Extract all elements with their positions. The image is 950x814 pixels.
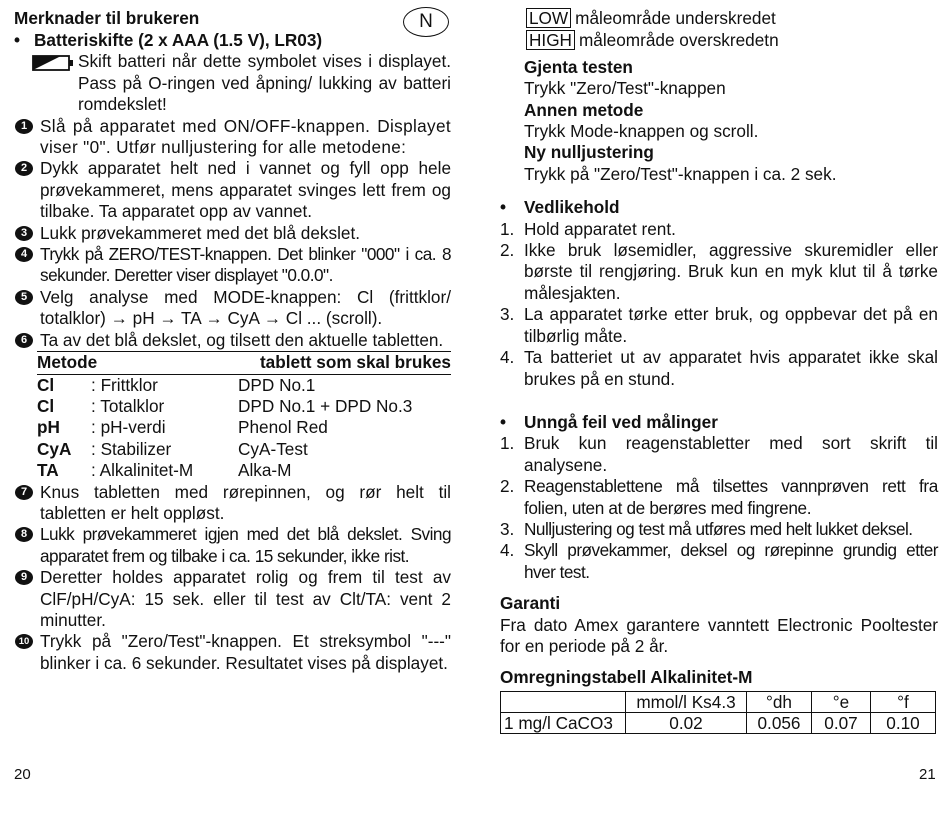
- bullet-icon: •: [500, 411, 507, 432]
- step-text: Velg analyse med MODE-knappen: Cl (frittklor/ totalklor) → pH → TA → CyA → Cl ... (scroll).: [40, 286, 451, 329]
- step-9: [14, 567, 451, 631]
- step-4: [14, 244, 451, 287]
- maintenance-item: 3. La apparatet tørke etter bruk, og oppbevar det på en tilbørlig måte.: [500, 304, 938, 346]
- page-number-left: 20: [14, 766, 31, 783]
- errors-item: 2. Reagenstablettene må tilsettes vannprøven rett fra folien, uten at de berøres med fingrene.: [500, 476, 938, 518]
- other-text: Trykk Mode-knappen og scroll.: [524, 121, 759, 142]
- method-row: [37, 417, 451, 438]
- repeat-text: Trykk "Zero/Test"-knappen: [524, 78, 726, 99]
- battery-heading: Batteriskifte (2 x AAA (1.5 V), LR03): [34, 30, 323, 50]
- step-text: Trykk på ZERO/TEST-knappen. Det blinker "000" i ca. 8 sekunder. Deretter viser displayet "0.0.0".: [40, 244, 451, 286]
- method-name: : pH-verdi: [91, 417, 166, 438]
- method-tablet: DPD No.1: [238, 374, 316, 395]
- other-heading: Annen metode: [524, 99, 644, 120]
- method-name: : Stabilizer: [91, 438, 172, 459]
- method-header: Metode: [37, 352, 238, 374]
- conversion-row: 1 mg/l CaCO3 0.02 0.056 0.07 0.10: [501, 712, 936, 733]
- maintenance-heading: Vedlikehold: [524, 197, 620, 218]
- step-2: [14, 158, 451, 222]
- method-table: [37, 351, 451, 481]
- page-heading: Merknader til brukeren: [14, 8, 200, 28]
- bullet-icon: •: [14, 30, 21, 50]
- errors-item: 1. Bruk kun reagenstabletter med sort skrift til analysene.: [500, 433, 938, 475]
- step-5: [14, 287, 451, 330]
- step-3: [14, 223, 451, 244]
- step-number: 8: [15, 527, 33, 542]
- method-tablet: Alka-M: [238, 460, 292, 481]
- method-code: Cl: [37, 374, 55, 395]
- step-text: Lukk prøvekammeret igjen med det blå dekslet. Sving apparatet frem og tilbake i ca. 15 sekunder, ikke rist.: [40, 524, 451, 566]
- step-8: [14, 524, 451, 567]
- step-number: 9: [15, 570, 33, 585]
- method-code: CyA: [37, 438, 72, 459]
- method-name: : Alkalinitet-M: [91, 460, 194, 481]
- method-row: [37, 374, 451, 396]
- low-text: måleområde underskredet: [575, 8, 776, 28]
- step-text: Dykk apparatet helt ned i vannet og fyll opp hele prøvekammeret, mens apparatet svinges lett frem og tilbake. Ta apparatet opp av vannet.: [40, 158, 451, 222]
- step-6: [14, 330, 451, 351]
- maintenance-item: 4. Ta batteriet ut av apparatet hvis apparatet ikke skal brukes på en stund.: [500, 347, 938, 389]
- step-number: 3: [15, 226, 33, 241]
- page-number-right: 21: [919, 766, 936, 783]
- method-code: pH: [37, 417, 60, 438]
- maintenance-item: 2. Ikke bruk løsemidler, aggressive skuremidler eller børste til rengjøring. Bruk kun en myk klut til å tørke målesjakten.: [500, 240, 938, 303]
- method-name: : Frittklor: [91, 374, 158, 395]
- method-code: Cl: [37, 395, 55, 416]
- step-number: 1: [15, 119, 33, 134]
- errors-item: 4. Skyll prøvekammer, deksel og rørepinne grundig etter hver test.: [500, 540, 938, 582]
- battery-note: [32, 51, 451, 115]
- battery-icon: [32, 51, 78, 115]
- step-number: 2: [15, 161, 33, 176]
- conversion-heading: Omregningstabell Alkalinitet-M: [500, 667, 753, 688]
- method-name: : Totalklor: [91, 395, 165, 416]
- tablet-header: tablett som skal brukes: [238, 352, 451, 374]
- method-row: [37, 439, 451, 460]
- battery-heading-row: [14, 30, 451, 51]
- step-text: Deretter holdes apparatet rolig og frem til test av ClF/pH/CyA: 15 sek. eller til test av Clt/TA: vent 2 minutter.: [40, 567, 451, 630]
- method-tablet: CyA-Test: [238, 438, 308, 459]
- bullet-icon: •: [500, 197, 507, 218]
- step-number: 5: [15, 290, 33, 305]
- method-tablet: DPD No.1 + DPD No.3: [238, 395, 413, 416]
- low-row: [526, 8, 938, 29]
- battery-text: Skift batteri når dette symbolet vises i displayet. Pass på O-ringen ved åpning/ lukking av batteri romdekslet!: [78, 51, 451, 115]
- errors-heading: Unngå feil ved målinger: [524, 411, 718, 432]
- language-badge: N: [403, 7, 449, 37]
- step-text: Knus tabletten med rørepinnen, og rør helt til tabletten er helt oppløst.: [40, 481, 451, 523]
- step-number: 4: [15, 247, 33, 262]
- method-row: [37, 460, 451, 481]
- step-text: Trykk på "Zero/Test"-knappen. Et streksymbol "---" blinker i ca. 6 sekunder. Resultatet vises på displayet.: [40, 631, 451, 673]
- high-row: [526, 30, 938, 51]
- right-column: [500, 8, 938, 734]
- step-text: Ta av det blå dekslet, og tilsett den aktuelle tabletten.: [40, 329, 444, 350]
- errors-heading-row: [500, 412, 938, 433]
- conversion-table: [500, 691, 936, 734]
- rezero-heading: Ny nulljustering: [524, 142, 654, 163]
- warranty-heading: Garanti: [500, 593, 561, 614]
- method-row: [37, 396, 451, 417]
- step-number: 6: [15, 333, 33, 348]
- rezero-text: Trykk på "Zero/Test"-knappen i ca. 2 sek.: [524, 163, 837, 184]
- left-column: [14, 8, 451, 674]
- step-1: [14, 116, 451, 159]
- method-tablet: Phenol Red: [238, 417, 328, 438]
- step-text: Lukk prøvekammeret med det blå dekslet.: [40, 222, 361, 243]
- method-code: TA: [37, 460, 59, 481]
- errors-item: 3. Nulljustering og test må utføres med helt lukket deksel.: [500, 518, 913, 539]
- warranty-text: Fra dato Amex garantere vanntett Electronic Pooltester for en periode på 2 år.: [500, 614, 938, 656]
- high-text: måleområde overskredetn: [578, 30, 779, 51]
- step-number: 7: [15, 485, 33, 500]
- repeat-heading: Gjenta testen: [524, 56, 633, 77]
- high-label: HIGH: [526, 30, 575, 50]
- maintenance-item: 1. Hold apparatet rent.: [500, 218, 676, 239]
- step-number: 10: [15, 634, 33, 649]
- conversion-header-row: mmol/l Ks4.3 °dh °e °f: [501, 691, 936, 712]
- step-text: Slå på apparatet med ON/OFF-knappen. Displayet viser "0". Utfør nulljustering for alle metodene:: [40, 115, 451, 158]
- maintenance-heading-row: [500, 197, 938, 218]
- method-table-header: [37, 352, 451, 374]
- step-10: [14, 631, 451, 674]
- low-label: LOW: [526, 8, 571, 28]
- step-7: [14, 482, 451, 525]
- left-heading-row: [14, 8, 451, 30]
